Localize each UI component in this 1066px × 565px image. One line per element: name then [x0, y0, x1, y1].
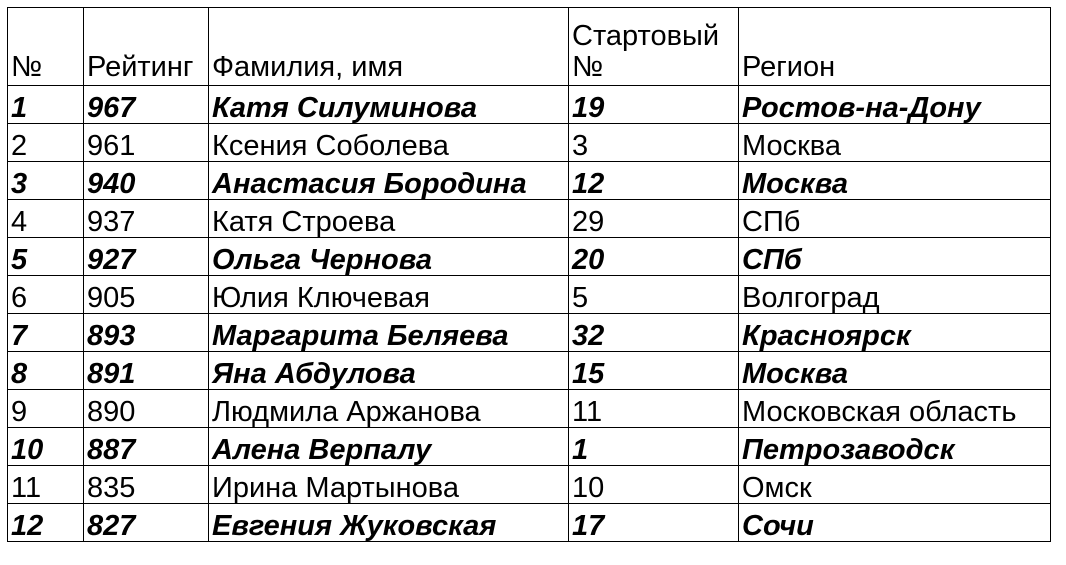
cell-region: Сочи: [739, 504, 1051, 542]
table-row: [8, 390, 1051, 428]
rating-table: [7, 7, 1051, 542]
table-row: [8, 200, 1051, 238]
cell-rating: 887: [84, 428, 209, 466]
cell-start-number: 5: [569, 276, 739, 314]
cell-rating: 890: [84, 390, 209, 428]
cell-number: 7: [8, 314, 84, 352]
cell-name: Ксения Соболева: [209, 124, 569, 162]
cell-start-number: 1: [569, 428, 739, 466]
cell-rating: 961: [84, 124, 209, 162]
cell-start-number: 29: [569, 200, 739, 238]
table-row: [8, 466, 1051, 504]
cell-number: 1: [8, 86, 84, 124]
table-row: [8, 314, 1051, 352]
table-row: [8, 238, 1051, 276]
cell-number: 5: [8, 238, 84, 276]
table-row: [8, 352, 1051, 390]
cell-name: Маргарита Беляева: [209, 314, 569, 352]
header-start-number: Стартовый №: [569, 8, 739, 86]
cell-name: Евгения Жуковская: [209, 504, 569, 542]
cell-region: СПб: [739, 200, 1051, 238]
cell-number: 4: [8, 200, 84, 238]
cell-number: 2: [8, 124, 84, 162]
table-row: [8, 124, 1051, 162]
header-name: Фамилия, имя: [209, 8, 569, 86]
cell-number: 12: [8, 504, 84, 542]
header-rating: Рейтинг: [84, 8, 209, 86]
table-row: [8, 428, 1051, 466]
cell-region: Москва: [739, 124, 1051, 162]
cell-name: Анастасия Бородина: [209, 162, 569, 200]
cell-rating: 937: [84, 200, 209, 238]
cell-name: Катя Силуминова: [209, 86, 569, 124]
cell-region: Ростов-на-Дону: [739, 86, 1051, 124]
cell-name: Алена Верпалу: [209, 428, 569, 466]
cell-start-number: 19: [569, 86, 739, 124]
cell-rating: 893: [84, 314, 209, 352]
cell-number: 8: [8, 352, 84, 390]
header-number: №: [8, 8, 84, 86]
cell-number: 10: [8, 428, 84, 466]
cell-name: Катя Строева: [209, 200, 569, 238]
cell-region: Красноярск: [739, 314, 1051, 352]
cell-region: Москва: [739, 162, 1051, 200]
cell-number: 9: [8, 390, 84, 428]
cell-name: Юлия Ключевая: [209, 276, 569, 314]
table-header-row: [8, 8, 1051, 86]
cell-start-number: 17: [569, 504, 739, 542]
cell-start-number: 10: [569, 466, 739, 504]
table-row: [8, 504, 1051, 542]
cell-start-number: 15: [569, 352, 739, 390]
cell-rating: 827: [84, 504, 209, 542]
cell-region: Омск: [739, 466, 1051, 504]
cell-name: Яна Абдулова: [209, 352, 569, 390]
cell-rating: 891: [84, 352, 209, 390]
cell-region: Московская область: [739, 390, 1051, 428]
table-row: [8, 86, 1051, 124]
cell-number: 6: [8, 276, 84, 314]
cell-start-number: 3: [569, 124, 739, 162]
cell-name: Ирина Мартынова: [209, 466, 569, 504]
header-region: Регион: [739, 8, 1051, 86]
cell-rating: 927: [84, 238, 209, 276]
cell-rating: 835: [84, 466, 209, 504]
cell-name: Людмила Аржанова: [209, 390, 569, 428]
cell-start-number: 32: [569, 314, 739, 352]
cell-number: 3: [8, 162, 84, 200]
cell-region: СПб: [739, 238, 1051, 276]
cell-rating: 940: [84, 162, 209, 200]
cell-region: Москва: [739, 352, 1051, 390]
cell-region: Волгоград: [739, 276, 1051, 314]
cell-number: 11: [8, 466, 84, 504]
table-row: [8, 276, 1051, 314]
cell-rating: 967: [84, 86, 209, 124]
cell-rating: 905: [84, 276, 209, 314]
table-row: [8, 162, 1051, 200]
cell-start-number: 11: [569, 390, 739, 428]
cell-region: Петрозаводск: [739, 428, 1051, 466]
cell-start-number: 20: [569, 238, 739, 276]
cell-name: Ольга Чернова: [209, 238, 569, 276]
cell-start-number: 12: [569, 162, 739, 200]
